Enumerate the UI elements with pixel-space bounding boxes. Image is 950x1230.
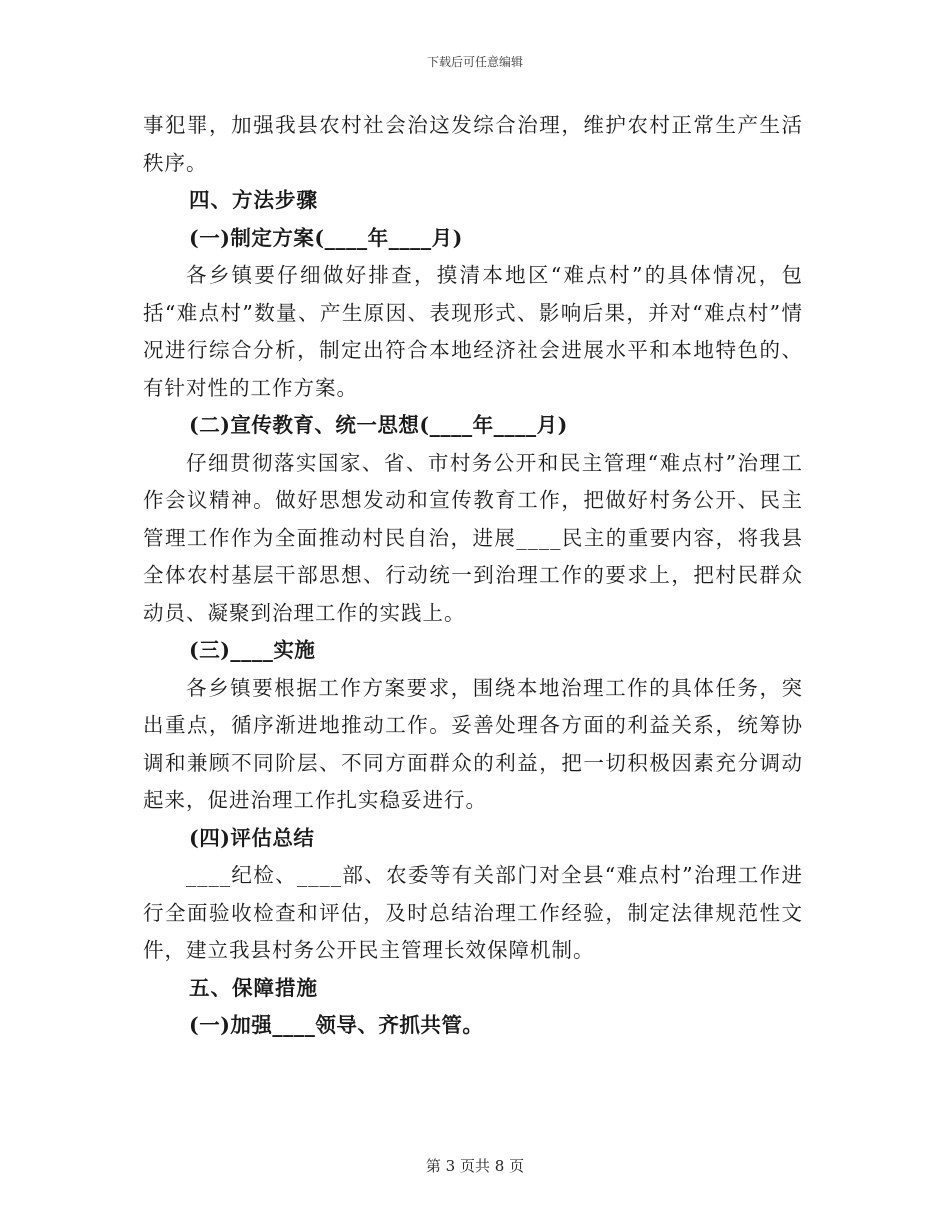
subsection-heading: (三)____实施 bbox=[189, 638, 316, 662]
section-heading: 五、保障措施 bbox=[189, 975, 318, 1000]
section-heading: 四、方法步骤 bbox=[189, 188, 318, 212]
subsection-heading: (一)制定方案(____年____月) bbox=[189, 225, 463, 250]
paragraph-continuation: 事犯罪，加强我县农村社会治这发综合治理，维护农村正常生产生活秩序。 bbox=[143, 113, 803, 175]
paragraph: 各乡镇要根据工作方案要求，围绕本地治理工作的具体任务，突出重点，循序渐进地推动工作。妥善处理各方面的利益关系，统筹协调和兼顾不同阶层、不同方面群众的利益，把一切积极因素充分调动起来，促进治理工作扎实稳妥进行。 bbox=[143, 675, 803, 812]
document-body bbox=[143, 107, 803, 1045]
paragraph: ____纪检、____部、农委等有关部门对全县“难点村”治理工作进行全面验收检查和评估，及时总结治理工作经验，制定法律规范性文件，建立我县村务公开民主管理长效保障机制。 bbox=[143, 863, 803, 962]
page-header: 下载后可任意编辑 bbox=[426, 55, 523, 69]
paragraph: 仔细贯彻落实国家、省、市村务公开和民主管理“难点村”治理工作会议精神。做好思想发动和宣传教育工作，把做好村务公开、民主管理工作作为全面推动村民自治，进展____民主的重要内容，将我县全体农村基层干部思想、行动统一到治理工作的要求上，把村民群众动员、凝聚到治理工作的实践上。 bbox=[143, 450, 803, 625]
subsection-heading: (一)加强____领导、齐抓共管。 bbox=[189, 1013, 484, 1037]
subsection-heading: (二)宣传教育、统一思想(____年____月) bbox=[189, 413, 568, 437]
paragraph: 各乡镇要仔细做好排查，摸清本地区“难点村”的具体情况，包括“难点村”数量、产生原因、表现形式、影响后果，并对“难点村”情况进行综合分析，制定出符合本地经济社会进展水平和本地特色的、有针对性的工作方案。 bbox=[143, 263, 803, 400]
page-footer: 第 3 页共 8 页 bbox=[425, 1157, 525, 1175]
subsection-heading: (四)评估总结 bbox=[189, 825, 315, 850]
